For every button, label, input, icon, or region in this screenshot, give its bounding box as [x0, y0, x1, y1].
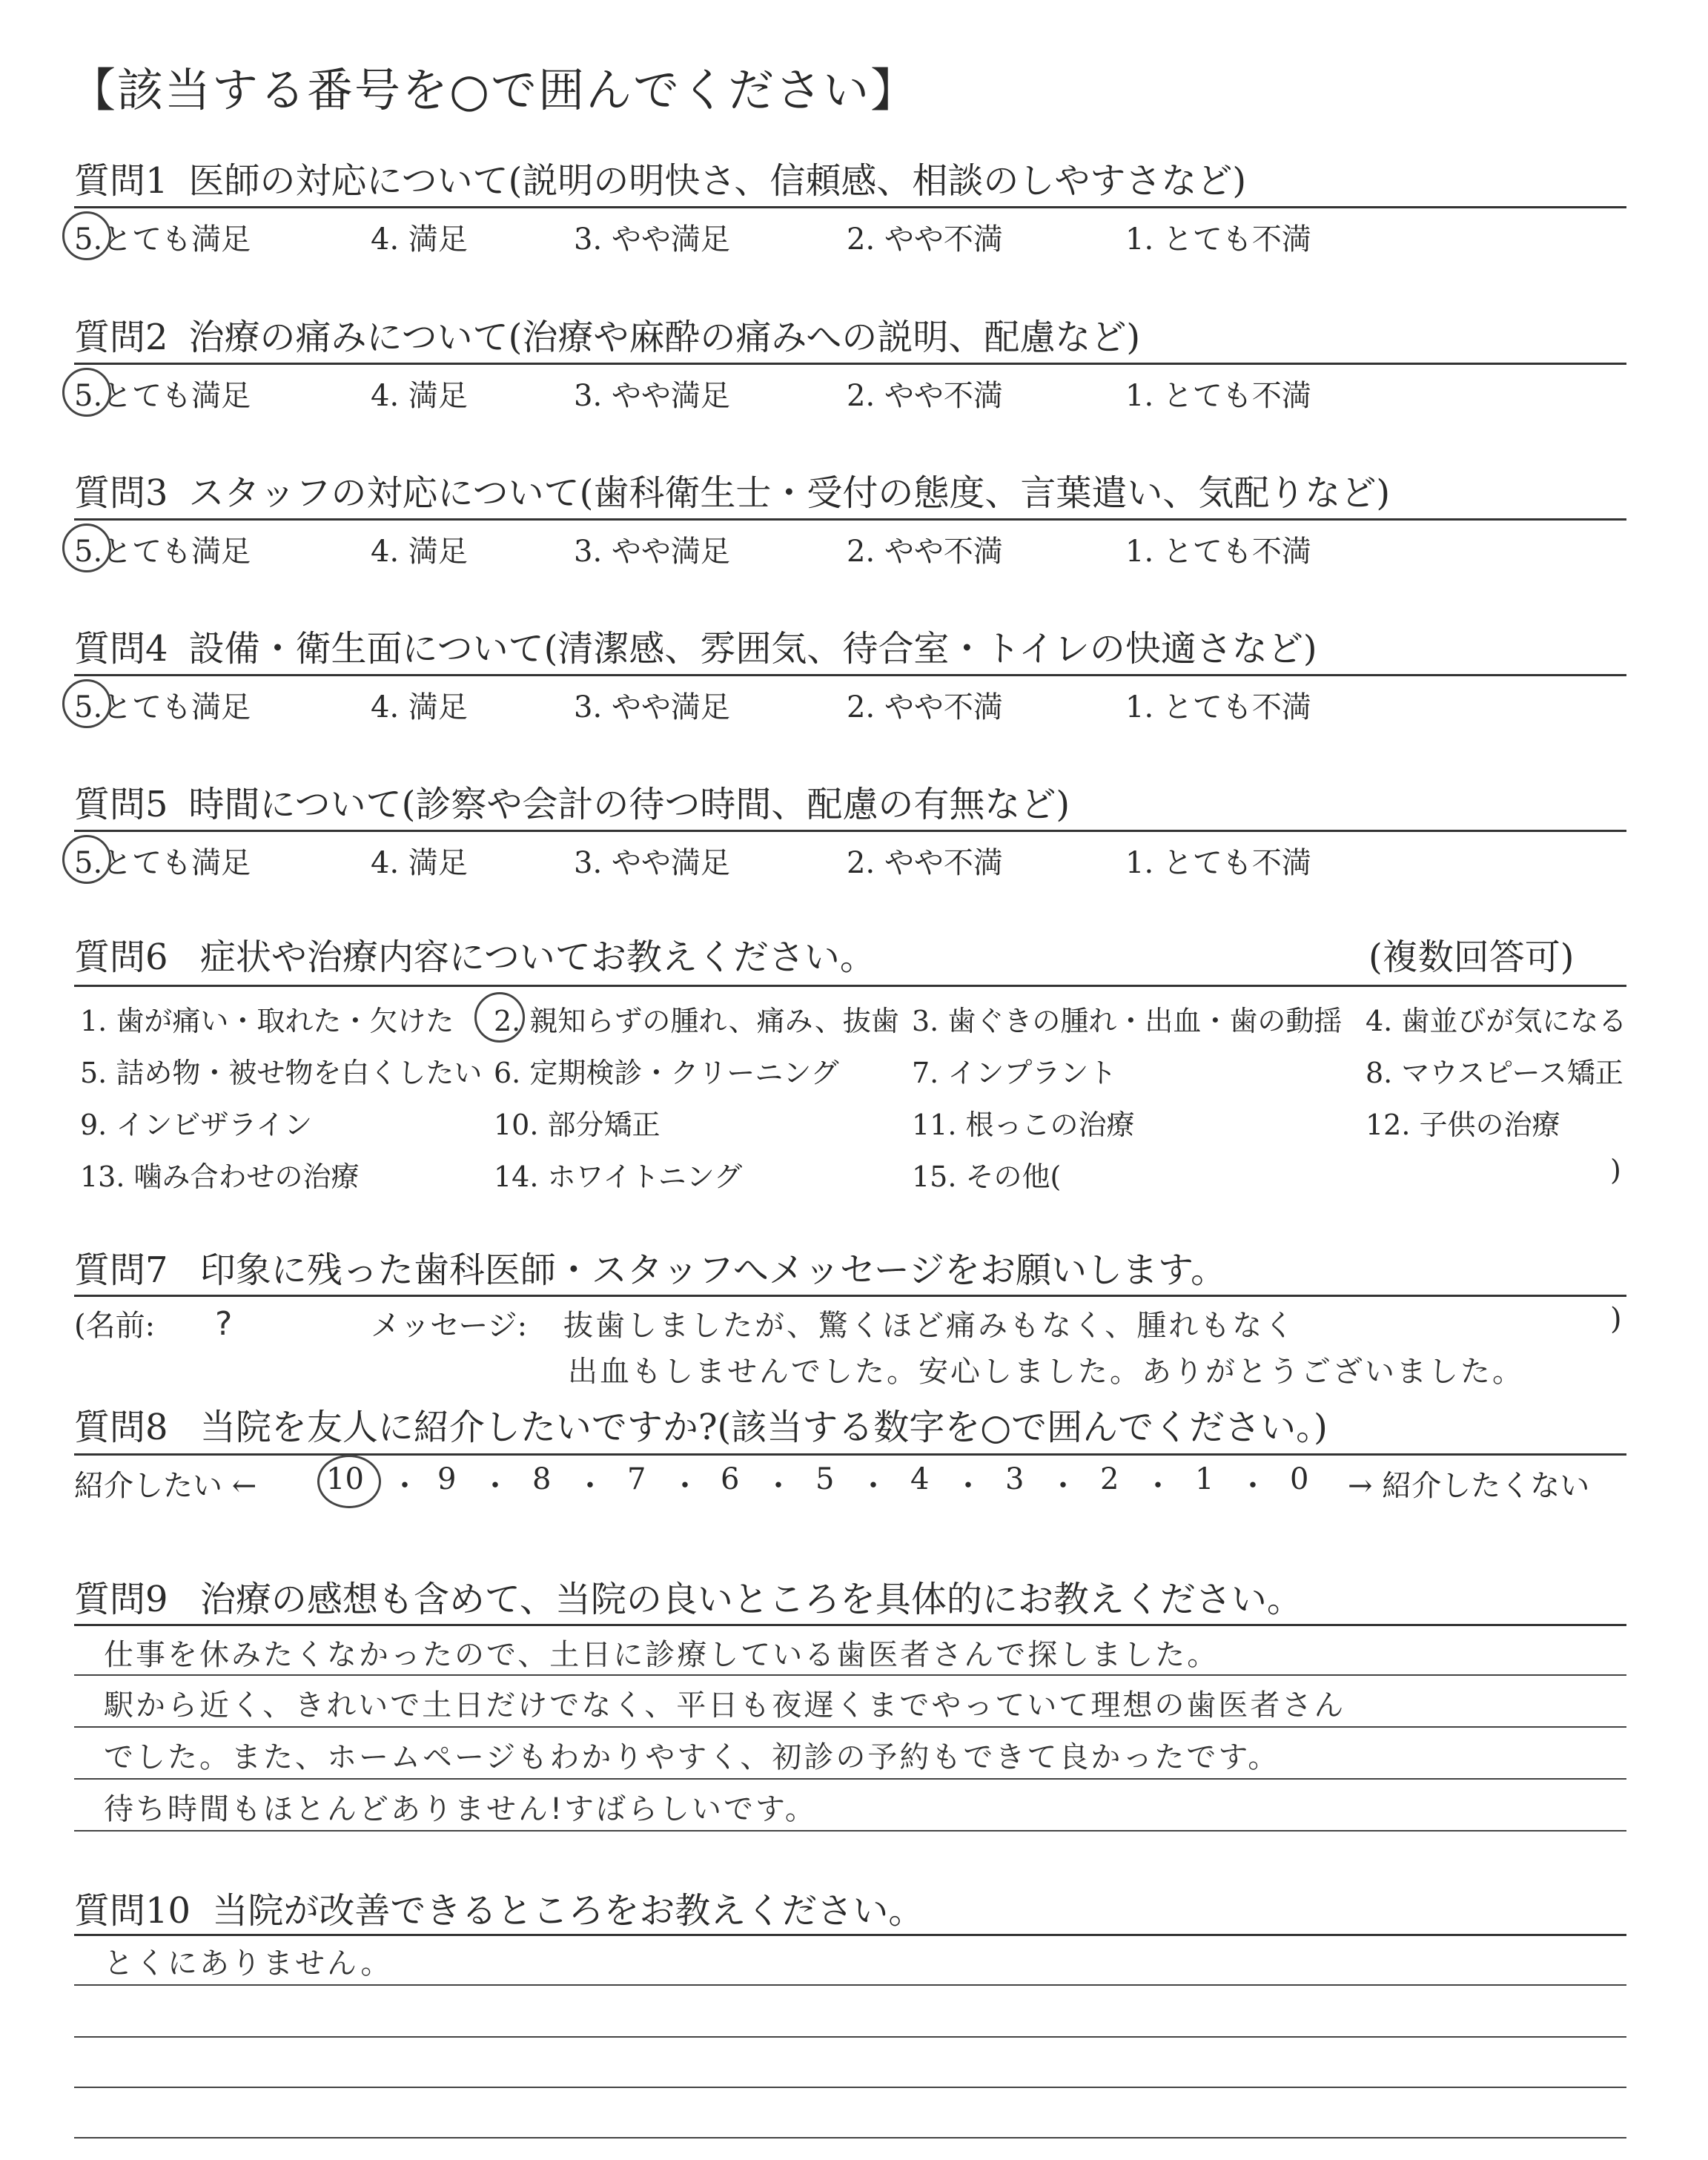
q7-name-label: (名前:	[74, 1309, 156, 1343]
q6-option-6[interactable]: 6. 定期検診・クリーニング	[494, 1057, 839, 1089]
q4-rule	[74, 674, 1626, 676]
q1-text: 医師の対応について(説明の明快さ、信頼感、相談のしやすさなど)	[188, 160, 1247, 202]
q7-label: 質問7	[74, 1249, 168, 1291]
q5-option-4[interactable]: 4. 満足	[371, 846, 468, 880]
q7-message-label: メッセージ:	[371, 1309, 528, 1343]
q8-label: 質問8	[74, 1407, 168, 1448]
q1-option-3[interactable]: 3. やや満足	[574, 222, 730, 257]
q8-scale-separator: ・	[1238, 1469, 1268, 1503]
q5-text: 時間について(診察や会計の待つ時間、配慮の有無など)	[188, 784, 1070, 825]
q1-option-2[interactable]: 2. やや不満	[847, 222, 1003, 257]
q3-selected-circle	[62, 524, 111, 572]
q8-selected-circle	[317, 1455, 381, 1508]
q2-option-3[interactable]: 3. やや満足	[574, 379, 730, 413]
q8-scale-10[interactable]: 10	[326, 1462, 364, 1496]
q2-selected-circle	[62, 368, 111, 417]
q8-scale-3[interactable]: 3	[1005, 1462, 1025, 1496]
q1-option-4[interactable]: 4. 満足	[371, 222, 468, 257]
q10-answer-rule	[74, 2137, 1626, 2138]
q7-message-line2[interactable]: 出血もしませんでした。安心しました。ありがとうございました。	[568, 1355, 1524, 1389]
q6-option-10[interactable]: 10. 部分矯正	[494, 1109, 661, 1141]
q8-scale-1[interactable]: 1	[1195, 1462, 1214, 1496]
q2-option-1[interactable]: 1. とても不満	[1125, 379, 1311, 413]
q10-answer-line[interactable]: とくにありません。	[104, 1946, 393, 1981]
q9-answer-rule	[74, 1830, 1626, 1832]
q5-option-1[interactable]: 1. とても不満	[1125, 846, 1311, 880]
q9-answer-line[interactable]: 待ち時間もほとんどありません!すばらしいです。	[104, 1792, 817, 1826]
q9-answer-line[interactable]: でした。また、ホームページもわかりやすく、初診の予約もできて良かったです。	[104, 1740, 1280, 1774]
q2-option-5[interactable]: 5.とても満足	[74, 379, 251, 413]
q8-right-label: → 紹介したくない	[1348, 1469, 1590, 1503]
q3-text: スタッフの対応について(歯科衛生士・受付の態度、言葉遣い、気配りなど)	[188, 472, 1391, 514]
q7-close-paren: )	[1610, 1302, 1622, 1336]
q8-scale-separator: ・	[575, 1469, 605, 1503]
q6-option-14[interactable]: 14. ホワイトニング	[494, 1160, 743, 1193]
q6-option-3[interactable]: 3. 歯ぐきの腫れ・出血・歯の動揺	[912, 1005, 1343, 1037]
q1-label: 質問1	[74, 160, 168, 202]
q6-note: (複数回答可)	[1368, 937, 1575, 978]
q3-rule	[74, 518, 1626, 521]
q7-message-line1[interactable]: 抜歯しましたが、驚くほど痛みもなく、腫れもなく	[563, 1309, 1297, 1343]
q10-answer-rule	[74, 2087, 1626, 2088]
q8-scale-6[interactable]: 6	[721, 1462, 740, 1496]
q4-option-4[interactable]: 4. 満足	[371, 690, 468, 724]
q8-scale-0[interactable]: 0	[1290, 1462, 1309, 1496]
q9-rule	[74, 1624, 1626, 1626]
q8-scale-separator: ・	[953, 1469, 983, 1503]
q9-answer-line[interactable]: 仕事を休みたくなかったので、土日に診療している歯医者さんで探しました。	[104, 1638, 1219, 1672]
q5-option-3[interactable]: 3. やや満足	[574, 846, 730, 880]
q5-selected-circle	[62, 835, 111, 884]
q6-label: 質問6	[74, 937, 168, 978]
q7-heading	[74, 1241, 1226, 1292]
q1-option-1[interactable]: 1. とても不満	[1125, 222, 1311, 257]
q4-option-3[interactable]: 3. やや満足	[574, 690, 730, 724]
q8-scale-separator: ・	[1048, 1469, 1078, 1503]
q9-answer-line[interactable]: 駅から近く、きれいで土日だけでなく、平日も夜遅くまでやっていて理想の歯医者さん	[104, 1688, 1346, 1723]
page-title: 【該当する番号を○で囲んでください】	[70, 63, 918, 117]
q6-option-1[interactable]: 1. 歯が痛い・取れた・欠けた	[80, 1005, 454, 1037]
q5-option-5[interactable]: 5.とても満足	[74, 846, 251, 880]
q2-rule	[74, 363, 1626, 365]
q6-option-9[interactable]: 9. インビザライン	[80, 1109, 313, 1141]
q6-selected-circle	[474, 992, 525, 1043]
q4-label: 質問4	[74, 628, 168, 670]
q6-text: 症状や治療内容についてお教えください。	[199, 937, 875, 978]
q1-selected-circle	[62, 211, 111, 260]
q3-option-1[interactable]: 1. とても不満	[1125, 535, 1311, 569]
q8-scale-separator: ・	[390, 1469, 420, 1503]
q6-option-7[interactable]: 7. インプラント	[912, 1057, 1117, 1089]
q8-scale-9[interactable]: 9	[437, 1462, 457, 1496]
q6-rule	[74, 985, 1626, 987]
q8-scale-8[interactable]: 8	[532, 1462, 552, 1496]
q6-option-4[interactable]: 4. 歯並びが気になる	[1366, 1005, 1627, 1037]
q8-rule	[74, 1453, 1626, 1456]
q3-label: 質問3	[74, 472, 168, 514]
q9-answer-rule	[74, 1726, 1626, 1728]
q2-option-4[interactable]: 4. 満足	[371, 379, 468, 413]
q6-option-15[interactable]: 15. その他(	[912, 1160, 1062, 1193]
q10-label: 質問10	[74, 1890, 191, 1932]
q6-option-5[interactable]: 5. 詰め物・被せ物を白くしたい	[80, 1057, 483, 1089]
q8-scale-5[interactable]: 5	[815, 1462, 835, 1496]
q6-option-12[interactable]: 12. 子供の治療	[1366, 1109, 1560, 1141]
q4-selected-circle	[62, 679, 111, 728]
q8-left-label: 紹介したい ←	[74, 1469, 257, 1503]
q4-text: 設備・衛生面について(清潔感、雰囲気、待合室・トイレの快適さなど)	[188, 628, 1317, 670]
q9-text: 治療の感想も含めて、当院の良いところを具体的にお教えください。	[199, 1579, 1302, 1620]
q4-option-5[interactable]: 5.とても満足	[74, 690, 251, 724]
q5-rule	[74, 830, 1626, 832]
q7-rule	[74, 1295, 1626, 1297]
q8-scale-2[interactable]: 2	[1100, 1462, 1119, 1496]
q10-heading	[74, 1882, 924, 1933]
q10-answer-rule	[74, 1984, 1626, 1986]
q8-scale-separator: ・	[480, 1469, 510, 1503]
q8-scale-separator: ・	[1143, 1469, 1173, 1503]
q8-heading	[74, 1398, 1328, 1450]
q1-rule	[74, 206, 1626, 208]
q9-answer-rule	[74, 1778, 1626, 1780]
q9-heading	[74, 1571, 1302, 1622]
q10-rule	[74, 1934, 1626, 1936]
q4-option-2[interactable]: 2. やや不満	[847, 690, 1003, 724]
q3-option-2[interactable]: 2. やや不満	[847, 535, 1003, 569]
q10-text: 当院が改善できるところをお教えください。	[212, 1890, 924, 1932]
q10-answer-rule	[74, 2036, 1626, 2038]
q8-scale-separator: ・	[764, 1469, 793, 1503]
q1-option-5[interactable]: 5.とても満足	[74, 222, 251, 257]
q5-label: 質問5	[74, 784, 168, 825]
q6-option-8[interactable]: 8. マウスピース矯正	[1366, 1057, 1623, 1089]
q6-option-2[interactable]: 2. 親知らずの腫れ、痛み、抜歯	[494, 1005, 899, 1037]
q9-answer-rule	[74, 1674, 1626, 1676]
q9-label: 質問9	[74, 1579, 168, 1620]
q3-option-5[interactable]: 5.とても満足	[74, 535, 251, 569]
q5-option-2[interactable]: 2. やや不満	[847, 846, 1003, 880]
q6-option-11[interactable]: 11. 根っこの治療	[912, 1109, 1135, 1141]
q6-heading	[74, 928, 875, 980]
q7-name-value[interactable]: ?	[215, 1305, 235, 1343]
q5-heading	[74, 776, 1070, 827]
q2-option-2[interactable]: 2. やや不満	[847, 379, 1003, 413]
q8-scale-7[interactable]: 7	[627, 1462, 646, 1496]
q6-option-13[interactable]: 13. 噛み合わせの治療	[80, 1160, 360, 1193]
q3-heading	[74, 464, 1390, 515]
q2-heading	[74, 308, 1140, 360]
q2-text: 治療の痛みについて(治療や麻酔の痛みへの説明、配慮など)	[188, 317, 1141, 358]
q8-text: 当院を友人に紹介したいですか?(該当する数字を○で囲んでください。)	[199, 1407, 1328, 1448]
q2-label: 質問2	[74, 317, 168, 358]
q8-scale-separator: ・	[858, 1469, 888, 1503]
q8-scale-4[interactable]: 4	[910, 1462, 930, 1496]
q3-option-4[interactable]: 4. 満足	[371, 535, 468, 569]
q8-scale-separator: ・	[670, 1469, 700, 1503]
q1-heading	[74, 152, 1246, 203]
q3-option-3[interactable]: 3. やや満足	[574, 535, 730, 569]
q4-option-1[interactable]: 1. とても不満	[1125, 690, 1311, 724]
q6-other-close-paren: )	[1610, 1154, 1621, 1186]
q4-heading	[74, 620, 1317, 671]
q7-text: 印象に残った歯科医師・スタッフへメッセージをお願いします。	[199, 1249, 1227, 1291]
